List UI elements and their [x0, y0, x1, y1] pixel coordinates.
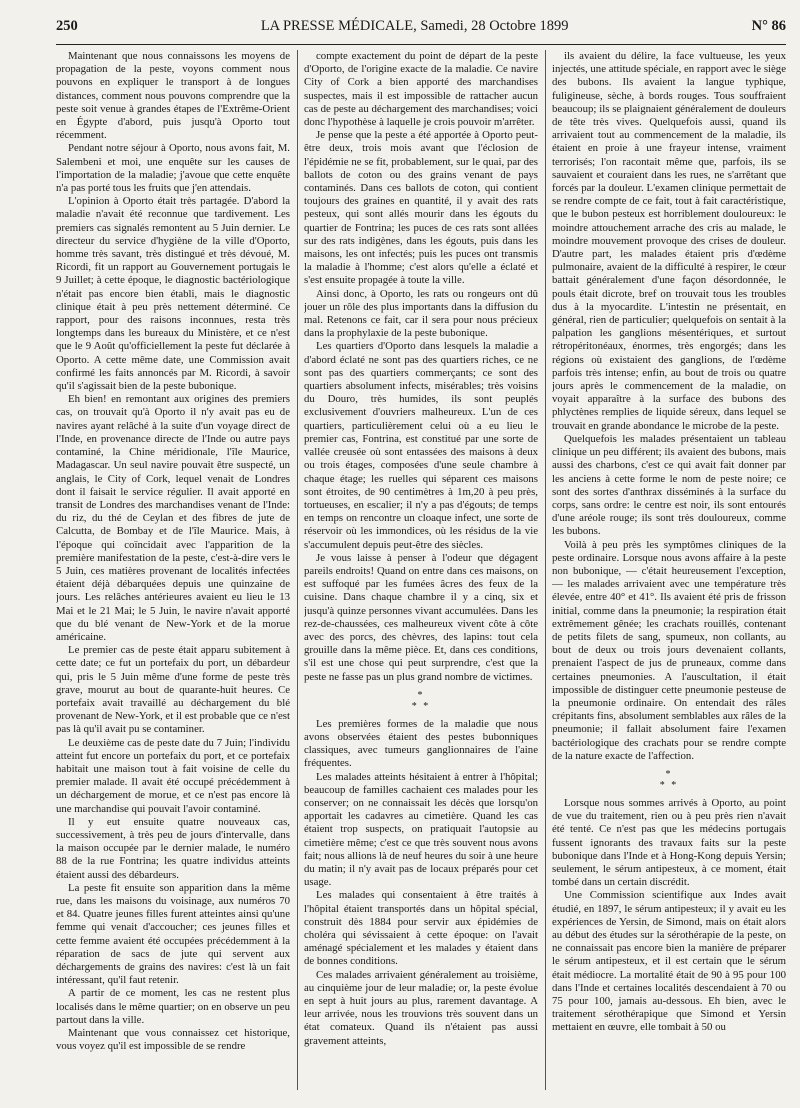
- paragraph: Ainsi donc, à Oporto, les rats ou rongeurs ont dû jouer un rôle des plus importants dans la diffusion du mal. Retenons ce fait, car il sera pour nous précieux dans la prophylaxie de la peste bubonique.: [304, 287, 538, 340]
- paragraph: Pendant notre séjour à Oporto, nous avons fait, M. Salembeni et moi, une enquête sur les causes de l'importation de la maladie; j'avoue que cette enquête n'a pas porté tous les fruits que j'en attendais.: [56, 142, 290, 195]
- column-divider: [297, 50, 298, 1090]
- paragraph: Maintenant que nous connaissons les moyens de propagation de la peste, voyons comment nous pouvons en expliquer le transport à de longues distances, comment nous pouvons comprendre que la peste soit venue à grandes étapes de l'Extrême-Orient en Égypte d'abord, puis jusqu'à Oporto tout récemment.: [56, 50, 290, 142]
- paragraph: Lorsque nous sommes arrivés à Oporto, au point de vue du traitement, rien ou à peu près rien n'avait été tenté. Ce n'est pas que les médecins portugais fussent ignorants des travaux faits sur la peste bubonique dans l'Inde et à Hong-Kong depuis Yersin; seulement, le sérum antipesteux, à ce moment, était tombé dans un certain discrédit.: [552, 796, 786, 889]
- paragraph: Eh bien! en remontant aux origines des premiers cas, on trouvait qu'à Oporto il n'y avait pas eu de navires ayant relâché à la suite d'un voyage direct de l'Inde, en provenance directe de l'Inde ou autre pays contaminé, la Chine méridionale, l'île Maurice, Madagascar. Un seul navire pouvait être suspecté, un anglais, le City of Cork, lequel venait de Londres dont il faisait le service régulier. Il avait apporté en transit de Londres des marchandises venant de l'Inde: du riz, du thé de Ceylan et des fibres de jute de Calcutta, de Bombay et de l'île Maurice. Mais, à l'époque qui coïncidait avec l'apparition de la première manifestation de la peste, c'est-à-dire vers le 5 Juin, ces matières provenant de localités infectées étaient déjà débarquées depuis une quinzaine de jours. Les relâches antérieures avaient eu lieu le 13 Mai et le 21 Mai; le 5 Juin, le navire n'avait apporté que du blé venant de New-York et de la morue américaine.: [56, 393, 290, 643]
- paragraph: Les quartiers d'Oporto dans lesquels la maladie a d'abord éclaté ne sont pas des quartiers riches, ce ne sont pas des quartiers commerçants; ce sont des quartiers absolument infects, misérables; très voisins du Douro, très humides, ils sont peuplés exclusivement d'ouvriers malheureux. L'un de ces quartiers, particulièrement celui où a eu lieu le premier cas, Fontrina, est constitué par une sorte de vallée creusée où sont entassées des maisons à deux ou trois étages, composées d'une seule chambre à chaque étage; les ruelles qui séparent ces maisons sont étroites, de 90 centimètres à 1m,20 à peu près, tortueuses, en escalier; il n'y a pas d'égouts; de temps en temps on rencontre un cloaque infect, une sorte de réservoir où les immondices, où les résidus de la vie s'accumulent depuis peut-être des siècles.: [304, 340, 538, 551]
- paragraph: Les premières formes de la maladie que nous avons observées étaient des pestes bubonniques classiques, avec tumeurs ganglionnaires de l'aine fréquentes.: [304, 717, 538, 770]
- column-middle: [304, 50, 538, 1095]
- paragraph: A partir de ce moment, les cas ne restent plus localisés dans le même quartier; on en observe un peu partout dans la ville.: [56, 987, 290, 1026]
- issue-number: N° 86: [751, 18, 786, 34]
- paragraph: L'opinion à Oporto était très partagée. D'abord la maladie n'avait été reconnue que tardivement. Les premiers cas signalés remontent au 5 Juin dernier. Le directeur du service d'hygiène de la ville d'Oporto, homme très savant, très distingué et très dévoué, M. Ricordi, fit un rapport au Gouvernement portugais le 9 Juillet; à cette époque, le diagnostic bactériologique n'était pas encore bien établi, mais le diagnostic clinique était à peu près nettement déterminé. Ce rapport, pour des raisons inconnues, resta très longtemps dans les bureaux du Ministère, et ce n'est que le 9 Août qu'officiellement la peste fut déclarée à Oporto. A cette même date, une Commission avait confirmé les faits annoncés par M. Ricordi, à savoir qu'il s'agissait bien de la peste bubonique.: [56, 195, 290, 393]
- page-number: 250: [56, 18, 78, 34]
- section-separator-asterism: * * *: [411, 689, 431, 712]
- paragraph: La peste fit ensuite son apparition dans la même rue, dans les maisons du voisinage, aux numéros 70 et 84. Quatre jeunes filles furent atteintes ainsi qu'une femme qui venait d'accoucher; ces jeunes filles et cette femme avaient été occupées précédemment à la réparation de sacs de jute qui servent aux déchargements de grains des navires: c'est là un fait intéressant, qu'il faut retenir.: [56, 881, 290, 987]
- paragraph: Je vous laisse à penser à l'odeur que dégagent pareils endroits! Quand on entre dans ces maisons, on est suffoqué par les fumées âcres des feux de la cuisine. Dans chaque chambre il y a cinq, six et jusqu'à quinze personnes vivant accumulées. Dans les rez-de-chaussées, ces malheureux vivent côte à côte avec des porcs, des chèvres, des lapins: tout cela grouille dans la même pièce. Et, dans ces conditions, s'il est une chose qui peut surprendre, c'est que la peste ne fasse pas un plus grand nombre de victimes.: [304, 551, 538, 683]
- column-right: [552, 50, 786, 1095]
- paragraph: Les malades qui consentaient à être traités à l'hôpital étaient transportés dans un hôpital spécial, construit dès 1884 pour servir aux épidémies de choléra qui sévissaient à cette époque: on l'avait aménagé spécialement et les malades y étaient dans de bonnes conditions.: [304, 889, 538, 968]
- paragraph: Le premier cas de peste était apparu subitement à cette date; ce fut un portefaix du port, un débardeur qui, pris le 5 Juin même d'une forme de peste très grave, mourut au bout de quarante-huit heures. Ce portefaix avait travaillé au déchargement du blé provenant de New-York, et il est probable que ce n'est pas là qu'il avait pu se contaminer.: [56, 644, 290, 736]
- publication-title: LA PRESSE MÉDICALE, Samedi, 28 Octobre 1899: [260, 18, 569, 34]
- column-left: [56, 50, 290, 1095]
- paragraph: Maintenant que vous connaissez cet historique, vous voyez qu'il est impossible de se rendre: [56, 1027, 290, 1053]
- paragraph: ils avaient du délire, la face vultueuse, les yeux injectés, une attitude spéciale, en rapport avec le siège des bubons. Ils avaient la langue typhique, fuligineuse, sèche, à bords rouges. Tous souffraient beaucoup; ils se plaignaient généralement de douleurs de tête très vives. Quelquefois aussi, quand ils arrivaient tout au commencement de la maladie, ils étaient en proie à une frayeur intense, vraiment terrorisés; l'on racontait même que, parfois, ils se sauvaient et couraient dans les rues, ne s'arrêtant que forcés par la douleur. L'examen clinique permettait de se rendre compte de ce fait, tout à fait caractéristique, que le bubon pesteux est horriblement douloureux: le moindre attouchement arrache des cris au malade, le moindre mouvement provoque des crises de douleur. D'autre part, les malades étaient pris d'œdème pulmonaire, avaient de la difficulté à respirer, le cœur battait généralement d'une façon désordonnée, le pouls était dicrote, bref on trouvait tous les troubles dus à la myocardite. L'intestin ne présentait, en général, rien de particulier; quelquefois on sentait à la palpation les ganglions mésentériques, et surtout rétropéritonéaux, énormes, très engorgés; dans les régions où existaient des ganglions, de l'œdème parfois très intense; enfin, au bout de trois ou quatre jours après le commencement de la maladie, on voyait apparaître à la surface des bubons des phlyctènes remplies de liquide séreux, dans lequel se trouvait en grande abondance le microbe de la peste.: [552, 50, 786, 432]
- paragraph: Une Commission scientifique aux Indes avait étudié, en 1897, le sérum antipesteux; il y avait eu les expériences de Yersin, de Simond, mais on était alors au début des études sur la sérothérapie de la peste, on ne connaissait pas encore bien la manière de préparer le sérum antipesteux, et il est certain que le sérum était médiocre. La mortalité était de 90 à 95 pour 100 dans l'Inde et certaines localités descendaient à 70 ou 75 pour 100, jamais au-dessous. Eh bien, avec le traitement sérothérapique que Simond et Yersin mettaient en œuvre, elle tombait à 50 ou: [552, 889, 786, 1034]
- column-divider: [545, 50, 546, 1090]
- paragraph: Le deuxième cas de peste date du 7 Juin; l'individu atteint fut encore un portefaix du port, et ce portefaix habitait une maison tout à fait voisine de celle du premier malade. Il avait été occupé précédemment à un déchargement de morue, et ce n'est pas encore là une marchandise qui pouvait l'avoir contaminé.: [56, 736, 290, 815]
- paragraph: Quelquefois les malades présentaient un tableau clinique un peu différent; ils avaient des bubons, mais aussi des charbons, c'est ce qui avait fait donner par les anciens à cette forme le nom de peste noire; ce sont des sortes d'anthrax disséminés à la surface du corps, sans ordre: le centre est noir, ils sont entourés d'une aréole rouge; ils sont très douloureux, comme les bubons.: [552, 432, 786, 538]
- paragraph: Il y eut ensuite quatre nouveaux cas, successivement, à très peu de jours d'intervalle, dans la maison occupée par le dernier malade, le numéro 88 de la rue Fontrina; les quatre individus atteints étaient aussi des débardeurs.: [56, 815, 290, 881]
- section-separator-asterism: * * *: [659, 768, 679, 791]
- paragraph: Ces malades arrivaient généralement au troisième, au cinquième jour de leur maladie; or, la peste évolue en sept à huit jours au plus, rarement davantage. A leur arrivée, nous les trouvions très souvent dans un état comateux. Quand ils n'étaient pas aussi gravement atteints,: [304, 968, 538, 1047]
- paragraph: Je pense que la peste a été apportée à Oporto peut-être deux, trois mois avant que l'éclosion de l'épidémie ne se fit, probablement, sur le quai, par des ballots de coton ou des grains venant de pays contaminés. Dans ces ballots de coton, qui contient toujours des graines en quantité, il y avait des rats pesteux, qui sont allés mourir dans les égouts du quartier de Fontrina; les puces de ces rats sont allées sur des rats indigènes, dans les égouts, puis dans les maisons, les ont infectés; puis les puces ont transmis la maladie à l'homme; c'est alors qu'elle a éclaté et s'est ensuite propagée à toute la ville.: [304, 129, 538, 287]
- header-rule: [56, 44, 786, 45]
- paragraph: compte exactement du point de départ de la peste d'Oporto, de l'origine exacte de la maladie. Ce navire City of Cork a bien apporté des marchandises suspectes, mais il est impossible de rattacher aucun cas de peste au déchargement des marchandises; voici donc l'hypothèse à laquelle je crois pouvoir m'arrêter.: [304, 50, 538, 129]
- running-header: [56, 18, 786, 40]
- paragraph: Les malades atteints hésitaient à entrer à l'hôpital; beaucoup de familles cachaient ces malades pour les conserver; on ne connaissait les décès que lorsqu'on apportait les cadavres au cimetière. Quand les cas étaient trop suspects, on pratiquait l'autopsie au cimetière même; c'est ce que très souvent nous avons fait; nous allions là de neuf heures du soir à une heure du matin; il n'y avait pas de locaux préparés pour cet usage.: [304, 770, 538, 889]
- paragraph: Voilà à peu près les symptômes cliniques de la peste ordinaire. Lorsque nous avons affaire à la peste non bubonique, — c'était heureusement l'exception, — les malades arrivaient avec une température très élevée, entre 40° et 41°. Ils avaient été pris de frisson initial, comme dans la pneumonie; la respiration était extrêmement gênée; les crachats rouillés, contenant de petits filets de sang, spumeux, non collants, au bout de deux ou trois jours devenaient collants, prenaient l'aspect de jus de pruneaux, comme dans certaines pneumonies. A l'auscultation, il était impossible de distinguer cette pneumonie pesteuse de la pneumonie ordinaire. On entendait des râles crépitants fins, absolument semblables aux râles de la pneumonie; il fallait absolument faire l'examen bactériologique des crachats pour se rendre compte de la nature exacte de l'affection.: [552, 538, 786, 762]
